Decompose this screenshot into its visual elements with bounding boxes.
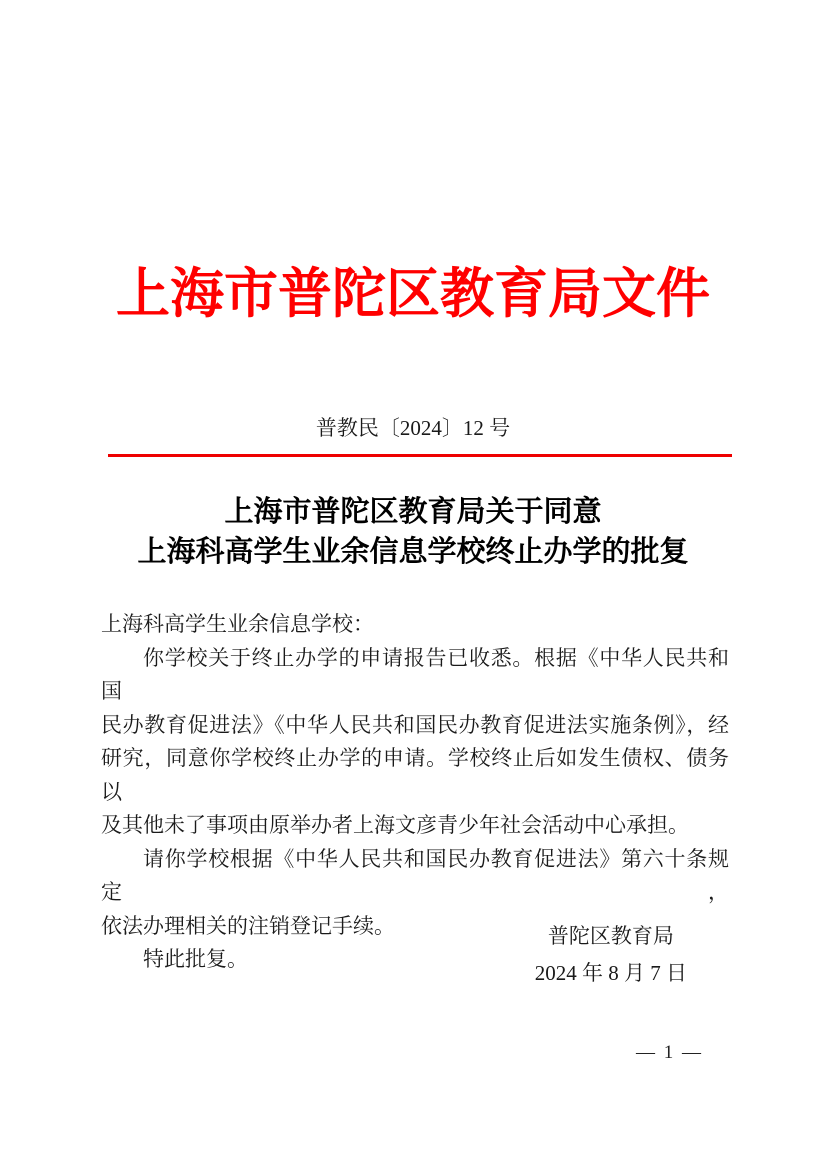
page-number: — 1 — (636, 1042, 703, 1063)
body-line: 你学校关于终止办学的申请报告已收悉。根据《中华人民共和国 (101, 645, 729, 703)
document-title (0, 492, 826, 572)
body-line: 依法办理相关的注销登记手续。 (101, 913, 395, 938)
signer-organization: 普陀区教育局 (547, 924, 674, 948)
body-salutation: 上海科高学生业余信息学校： (101, 612, 374, 636)
agency-header-title: 上海市普陀区教育局文件 (116, 264, 710, 324)
body-line: 研究，同意你学校终止办学的申请。学校终止后如发生债权、债务以 (101, 746, 729, 804)
signature-block (535, 918, 687, 992)
body-line: 民办教育促进法》《中华人民共和国民办教育促进法实施条例》，经 (101, 712, 729, 737)
body-line: 及其他未了事项由原举办者上海文彦青少年社会活动中心承担。 (101, 813, 689, 837)
document-number: 普教民〔2024〕12 号 (315, 416, 511, 440)
body-closing-line: 特此批复。 (143, 947, 248, 971)
body-line: 请你学校根据《中华人民共和国民办教育促进法》第六十条规定， (101, 846, 729, 904)
red-divider-line (108, 454, 732, 457)
document-title-line1: 上海市普陀区教育局关于同意 (224, 496, 602, 528)
signature-date: 2024 年 8 月 7 日 (534, 961, 687, 985)
document-title-line2: 上海科高学生业余信息学校终止办学的批复 (137, 536, 689, 568)
